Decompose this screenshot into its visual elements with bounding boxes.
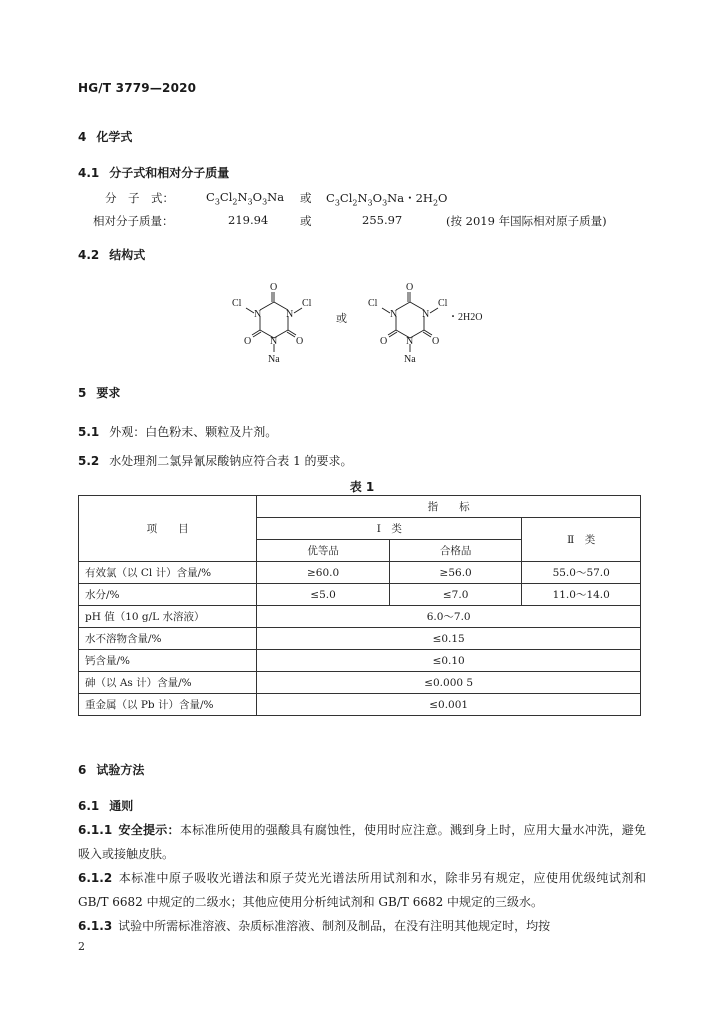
section-number: 4.2	[78, 248, 100, 262]
section-title: 试验方法	[96, 763, 145, 777]
clause-text: 本标准所使用的强酸具有腐蚀性，使用时应注意。溅到身上时，应用大量水冲洗，避免吸入或接触皮肤。	[78, 823, 646, 861]
table-row	[79, 672, 641, 694]
row-item: 重金属（以 Pb 计）含量/%	[79, 694, 257, 716]
table-row	[79, 628, 641, 650]
section-5-heading	[78, 384, 120, 401]
row-value: ≤0.000 5	[257, 672, 641, 694]
nitrogen-left: N	[254, 309, 262, 320]
chlorine-left: Cl	[232, 298, 242, 309]
nitrogen-bottom: N	[406, 336, 414, 347]
table-row	[79, 584, 641, 606]
chlorine-right: Cl	[302, 298, 312, 309]
clause-number: 6.1.1	[78, 823, 113, 837]
page-number: 2	[78, 940, 85, 953]
structural-formula	[228, 280, 508, 370]
chlorine-right: Cl	[438, 298, 448, 309]
formula-anhydrous: $C_3Cl_2N_3O_3Na$	[206, 190, 285, 207]
clause-5-2	[78, 452, 353, 469]
oxygen-left: O	[244, 336, 252, 347]
row-qualified: ≥56.0	[389, 562, 522, 584]
clause-text: 试验中所需标准溶液、杂质标准溶液、制剂及制品，在没有注明其他规定时，均按	[118, 919, 551, 933]
sodium: Na	[404, 354, 416, 365]
section-title: 结构式	[109, 248, 146, 262]
section-title: 通则	[109, 799, 134, 813]
molar-mass-1: 219.94	[228, 213, 269, 227]
formula-hydrate: $C_3Cl_2N_3O_3Na$・$2H_2O$	[326, 191, 448, 208]
row-item: 水不溶物含量/%	[79, 628, 257, 650]
row-item: pH 值（10 g/L 水溶液）	[79, 606, 257, 628]
header-class-1: Ⅰ 类	[257, 518, 522, 540]
clause-6-1-1	[78, 818, 646, 866]
chlorine-left: Cl	[368, 298, 378, 309]
section-number: 6	[78, 763, 87, 777]
formula-or: 或	[300, 191, 312, 205]
formula-label: 分 子 式：	[105, 191, 174, 205]
section-number: 4.1	[78, 166, 100, 180]
oxygen-top: O	[406, 282, 414, 293]
row-item: 水分/%	[79, 584, 257, 606]
clause-6-1-2	[78, 866, 646, 914]
section-number: 5	[78, 386, 87, 400]
clause-number: 5.1	[78, 425, 100, 439]
clause-6-1-3	[78, 914, 646, 938]
requirements-table	[78, 495, 641, 716]
row-item: 钙含量/%	[79, 650, 257, 672]
row-class-2: 55.0～57.0	[522, 562, 641, 584]
clause-text: 外观：白色粉末、颗粒及片剂。	[109, 425, 278, 439]
nitrogen-right: N	[422, 309, 430, 320]
clause-number: 6.1.2	[78, 871, 113, 885]
section-4-heading	[78, 128, 132, 145]
hydrate-water: ・2H2O	[448, 312, 483, 323]
clause-number: 5.2	[78, 454, 100, 468]
header-class-2: Ⅱ 类	[522, 518, 641, 562]
section-4-1-heading	[78, 164, 229, 181]
row-class-2: 11.0～14.0	[522, 584, 641, 606]
row-value: ≤0.10	[257, 650, 641, 672]
safety-lead: 安全提示：	[118, 823, 180, 837]
molar-mass-or: 或	[300, 214, 312, 228]
header-index: 指 标	[257, 496, 641, 518]
header-premium: 优等品	[257, 540, 390, 562]
molar-mass-label: 相对分子质量：	[93, 214, 174, 228]
oxygen-right: O	[432, 336, 440, 347]
row-value: 6.0～7.0	[257, 606, 641, 628]
section-number: 4	[78, 130, 87, 144]
section-title: 要求	[96, 386, 121, 400]
table-caption: 表 1	[349, 480, 375, 494]
section-title: 化学式	[96, 130, 133, 144]
clause-5-1	[78, 423, 277, 440]
molar-mass-note: (按 2019 年国际相对原子质量)	[446, 214, 607, 228]
clause-text: 本标准中原子吸收光谱法和原子荧光光谱法所用试剂和水，除非另有规定，应使用优级纯试剂和 GB/T 6682 中规定的二级水；其他应使用分析纯试剂和 GB/T 6682 中规定的三级水。	[78, 871, 646, 909]
header-qualified: 合格品	[389, 540, 522, 562]
row-premium: ≤5.0	[257, 584, 390, 606]
section-4-2-heading	[78, 246, 145, 263]
molar-mass-2: 255.97	[362, 213, 403, 227]
oxygen-top: O	[270, 282, 278, 293]
section-number: 6.1	[78, 799, 100, 813]
row-premium: ≥60.0	[257, 562, 390, 584]
nitrogen-bottom: N	[270, 336, 278, 347]
header-item: 项 目	[79, 496, 257, 562]
table-row	[79, 606, 641, 628]
clause-number: 6.1.3	[78, 919, 113, 933]
section-6-heading	[78, 761, 144, 778]
row-item: 砷（以 As 计）含量/%	[79, 672, 257, 694]
oxygen-right: O	[296, 336, 304, 347]
structure-or: 或	[336, 313, 347, 325]
table-row	[79, 694, 641, 716]
nitrogen-right: N	[286, 309, 294, 320]
section-title: 分子式和相对分子质量	[109, 166, 230, 180]
row-value: ≤0.15	[257, 628, 641, 650]
table-header-row	[79, 496, 641, 518]
table-row	[79, 650, 641, 672]
standard-number: HG/T 3779—2020	[78, 81, 197, 95]
row-item: 有效氯（以 Cl 计）含量/%	[79, 562, 257, 584]
table-row	[79, 562, 641, 584]
nitrogen-left: N	[390, 309, 398, 320]
section-6-1-heading	[78, 797, 133, 814]
row-qualified: ≤7.0	[389, 584, 522, 606]
oxygen-left: O	[380, 336, 388, 347]
clause-text: 水处理剂二氯异氰尿酸钠应符合表 1 的要求。	[109, 454, 353, 468]
sodium: Na	[268, 354, 280, 365]
row-value: ≤0.001	[257, 694, 641, 716]
